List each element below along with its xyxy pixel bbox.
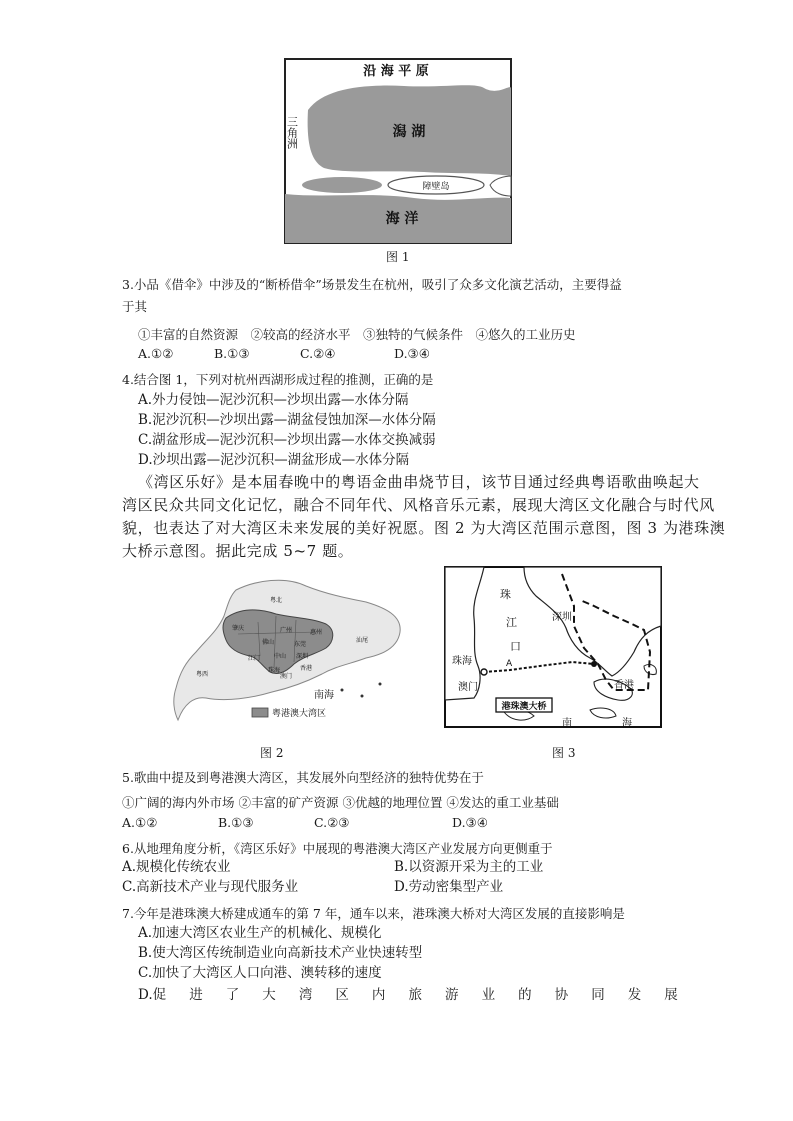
label-zhaoqing: 肇庆 bbox=[232, 625, 245, 632]
figure-3-bridge-map bbox=[444, 566, 662, 728]
q7-d-char: 的 bbox=[518, 987, 532, 1003]
figure-1-lagoon-diagram bbox=[284, 58, 512, 244]
q3-stem-line1: 3.小品《借伞》中涉及的“断桥借伞”场景发生在杭州，吸引了众多文化演艺活动，主要得益 bbox=[122, 277, 622, 292]
q7-d-char: 大 bbox=[262, 987, 276, 1003]
label-nan: 南 bbox=[562, 718, 572, 728]
q4-option-c: C.湖盆形成—泥沙沉积—沙坝出露—水体交换减弱 bbox=[138, 432, 436, 448]
q7-option-a: A.加速大湾区农业生产的机械化、规模化 bbox=[138, 925, 382, 941]
q3-option-d: D.③④ bbox=[394, 346, 430, 361]
q7-stem: 7.今年是港珠澳大桥建成通车的第 7 年，通车以来，港珠澳大桥对大湾区发展的直接影响是 bbox=[122, 906, 625, 921]
q3-option-c: C.②④ bbox=[300, 346, 336, 361]
q7-d-char: 进 bbox=[189, 987, 203, 1003]
passage-line-2: 湾区民众共同文化记忆，融合不同年代、风格音乐元素，展现大湾区文化融合与时代风 bbox=[122, 496, 715, 514]
figure-2-bay-area-map bbox=[166, 572, 410, 732]
q7-option-b: B.使大湾区传统制造业向高新技术产业快速转型 bbox=[138, 945, 423, 961]
q3-option-b: B.①③ bbox=[214, 346, 250, 361]
q7-d-char: 同 bbox=[591, 987, 605, 1003]
label-macau: 澳门 bbox=[280, 673, 293, 680]
q5-items: ①广阔的海内外市场 ②丰富的矿产资源 ③优越的地理位置 ④发达的重工业基础 bbox=[122, 795, 559, 810]
label-hai: 海 bbox=[622, 718, 632, 728]
label-zhongshan: 中山 bbox=[274, 653, 287, 660]
q3-stem-line2: 于其 bbox=[122, 299, 148, 314]
q7-d-char: 游 bbox=[445, 987, 459, 1003]
barrier-island-label: 障壁岛 bbox=[422, 182, 450, 192]
figure-3-caption: 图 3 bbox=[552, 746, 576, 760]
q5-option-c: C.②③ bbox=[314, 815, 350, 830]
label-jiang: 江 bbox=[506, 616, 517, 629]
label-yuexi: 粤西 bbox=[196, 671, 209, 678]
q5-option-a: A.①② bbox=[122, 815, 158, 830]
bridge-end-west bbox=[481, 669, 487, 675]
q7-d-char: 湾 bbox=[298, 987, 313, 1003]
q7-d-char: 展 bbox=[664, 987, 678, 1003]
label-bridge: 港珠澳大桥 bbox=[501, 702, 547, 712]
label-guangzhou: 广州 bbox=[280, 627, 293, 634]
q3-option-a: A.①② bbox=[138, 346, 174, 361]
passage-line-1: 《湾区乐好》是本届春晚中的粤语金曲串烧节目，该节目通过经典粤语歌曲唤起大 bbox=[138, 473, 700, 491]
lagoon-label: 潟 湖 bbox=[392, 124, 426, 140]
label-jiangmen: 江门 bbox=[248, 655, 261, 662]
island-dot-2 bbox=[361, 695, 364, 698]
label-shenzhen: 深圳 bbox=[296, 653, 309, 660]
q7-d-char: 内 bbox=[371, 987, 386, 1003]
q7-d-char: 了 bbox=[225, 987, 240, 1003]
passage-line-3: 貌，也表达了对大湾区未来发展的美好祝愿。图 2 为大湾区范围示意图，图 3 为港珠澳 bbox=[122, 519, 726, 537]
label-hongkong-fig3: 香港 bbox=[614, 680, 634, 691]
label-yuebei: 粤北 bbox=[270, 597, 283, 604]
bridge-map-svg bbox=[444, 566, 662, 728]
q3-items: ①丰富的自然资源 ②较高的经济水平 ③独特的气候条件 ④悠久的工业历史 bbox=[138, 327, 576, 342]
q6-stem: 6.从地理角度分析，《湾区乐好》中展现的粤港澳大湾区产业发展方向更侧重于 bbox=[122, 841, 553, 856]
lagoon-diagram-svg bbox=[284, 58, 512, 244]
label-south-sea: 南海 bbox=[314, 690, 334, 701]
label-point-a: A bbox=[506, 659, 513, 669]
label-shanwei: 汕尾 bbox=[356, 637, 369, 644]
q7-d-char: 协 bbox=[554, 987, 569, 1003]
q7-d-char: 旅 bbox=[408, 987, 422, 1003]
figure-1-caption: 图 1 bbox=[386, 250, 410, 264]
label-dongguan: 东莞 bbox=[294, 641, 307, 648]
label-zhuhai-fig3: 珠海 bbox=[452, 656, 472, 667]
q6-option-c: C.高新技术产业与现代服务业 bbox=[122, 879, 299, 895]
label-macau-fig3: 澳门 bbox=[458, 682, 478, 693]
coastal-plain-label: 沿 海 平 原 bbox=[363, 64, 429, 79]
q5-option-b: B.①③ bbox=[218, 815, 254, 830]
q4-option-d: D.沙坝出露—泥沙沉积—湖盆形成—水体分隔 bbox=[138, 452, 410, 468]
q7-option-d bbox=[138, 983, 678, 1003]
ocean-label: 海 洋 bbox=[385, 211, 419, 227]
q4-option-b: B.泥沙沉积—沙坝出露—湖盆侵蚀加深—水体分隔 bbox=[138, 412, 436, 428]
label-zhuhai: 珠海 bbox=[268, 667, 281, 674]
label-kou: 口 bbox=[510, 640, 521, 653]
delta-label: 三角洲 bbox=[285, 116, 299, 149]
legend-label: 粤港澳大湾区 bbox=[272, 709, 327, 719]
q7-d-char: D.促 bbox=[138, 987, 167, 1003]
q5-stem: 5.歌曲中提及到粤港澳大湾区，其发展外向型经济的独特优势在于 bbox=[122, 770, 484, 785]
barrier-gap-left bbox=[302, 177, 382, 193]
legend-swatch bbox=[252, 708, 268, 717]
label-foshan: 佛山 bbox=[262, 639, 275, 646]
q7-d-char: 业 bbox=[481, 987, 496, 1003]
figure-2-caption: 图 2 bbox=[260, 746, 284, 760]
label-shenzhen-fig3: 深圳 bbox=[552, 612, 572, 623]
island-dot-1 bbox=[341, 689, 344, 692]
q7-d-char: 发 bbox=[627, 987, 642, 1003]
label-hongkong: 香港 bbox=[300, 665, 313, 672]
label-zhu: 珠 bbox=[500, 588, 511, 601]
bridge-end-east bbox=[591, 661, 597, 667]
q6-option-b: B.以资源开采为主的工业 bbox=[394, 859, 544, 875]
q6-option-d: D.劳动密集型产业 bbox=[394, 879, 504, 895]
q7-d-char: 区 bbox=[335, 987, 349, 1003]
q6-option-a: A.规模化传统农业 bbox=[122, 859, 231, 875]
q4-stem: 4.结合图 1，下列对杭州西湖形成过程的推测，正确的是 bbox=[122, 372, 434, 387]
label-huizhou: 惠州 bbox=[310, 629, 323, 636]
passage-line-4: 大桥示意图。据此完成 5~7 题。 bbox=[122, 542, 354, 560]
q4-option-a: A.外力侵蚀—泥沙沉积—沙坝出露—水体分隔 bbox=[138, 392, 409, 408]
q5-option-d: D.③④ bbox=[452, 815, 488, 830]
bay-area-map-svg bbox=[166, 572, 410, 732]
q7-option-c: C.加快了大湾区人口向港、澳转移的速度 bbox=[138, 965, 382, 981]
island-dot-3 bbox=[379, 683, 382, 686]
